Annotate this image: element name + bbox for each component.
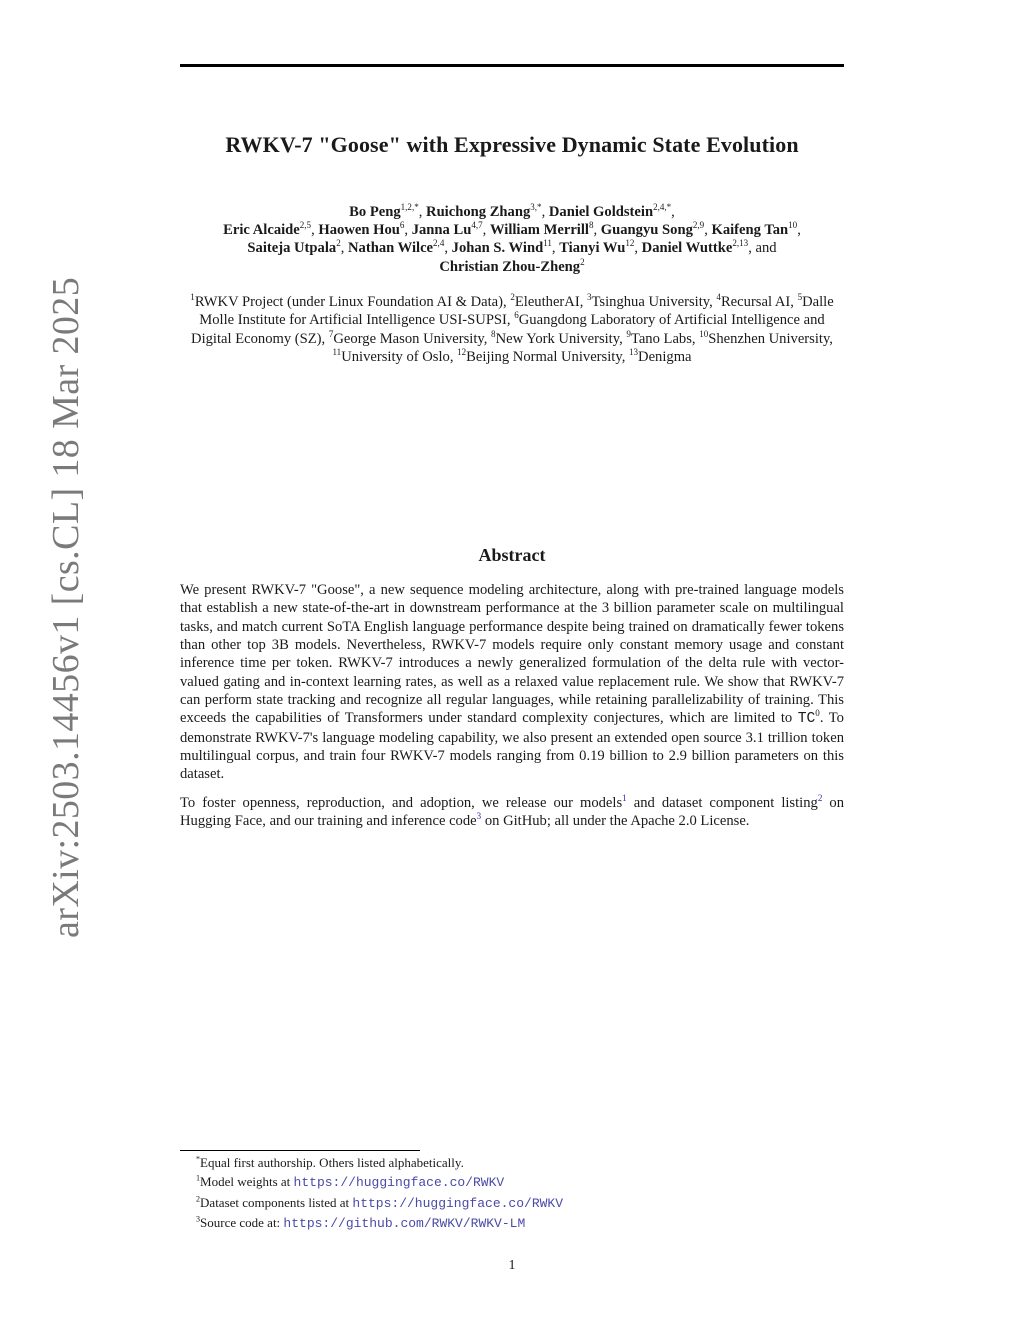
affiliation: $^7$George Mason University xyxy=(328,328,484,347)
footnote-ref[interactable]: 3 xyxy=(476,811,482,822)
affiliation: $^1$RWKV Project (under Linux Foundation AI & Data) xyxy=(190,292,504,310)
footnote: $^3$Source code at: https://github.com/RWKV/RWKV-LM xyxy=(196,1214,526,1231)
abstract-body xyxy=(180,581,844,830)
footnote: $^2$Dataset components listed at https://huggingface.co/RWKV xyxy=(196,1194,564,1211)
author-list: Bo Peng$^{1,2,*}$, Ruichong Zhang$^{3,*}$, Daniel Goldstein$^{2,4,*}$, Eric Alcaide$^{2,5}$, Haowen Hou$^6$, Janna Lu$^{4,7}$, William Merrill$^8$, Guangyu Song$^{2,9}$, Kaifeng Tan$^{10}$, Saiteja Utpala$^2$, Nathan Wilce$^{2,4}$, Johan S. Wind$^{11}$, Tianyi Wu$^{12}$, Daniel Wuttke$^{2,13}$, and Christian Zhou-Zheng$^2$ xyxy=(223,202,801,275)
paper-title: RWKV-7 "Goose" with Expressive Dynamic State Evolution xyxy=(225,132,799,157)
author: Eric Alcaide$^{2,5}$ xyxy=(223,220,312,239)
author: Janna Lu$^{4,7}$ xyxy=(411,220,483,239)
author: Guangyu Song$^{2,9}$ xyxy=(600,220,705,239)
author: Saiteja Utpala$^2$ xyxy=(247,238,341,257)
footnote: $^1$Model weights at https://huggingface.co/RWKV xyxy=(196,1173,505,1191)
page-number: 1 xyxy=(508,1258,516,1273)
author: Johan S. Wind$^{11}$ xyxy=(451,238,552,257)
affiliation: $^{13}$Denigma xyxy=(628,347,692,365)
author: Ruichong Zhang$^{3,*}$ xyxy=(426,202,542,220)
affiliation: $^5$Dalle Molle Institute for Artificial Intelligence USI-SUPSI xyxy=(199,292,834,329)
author: William Merrill$^8$ xyxy=(489,220,594,239)
authors-and: and xyxy=(755,240,777,257)
abstract-paragraph: We present RWKV-7 "Goose", a new sequence modeling architecture, along with pre-trained language models that establish a new state-of-the-art in downstream performance at the 3 billion parameter scale on multilingual tasks, and match current SoTA English language performance despite being trained on dramatically fewer tokens than other top 3B models. Nevertheless, RWKV-7 models require only constant memory usage and constant inference time per token. RWKV-7 introduces a newly generalized formulation of the delta rule with vector-valued gating and in-context learning rates, as well as a relaxed value replacement rule. We show that RWKV-7 can perform state tracking and recognize all regular languages, while retaining parallelizability of training. This exceeds the capabilities of Transformers under standard complexity conjectures, which are limited to $TC^0$. To demonstrate RWKV-7's language modeling capability, we also present an extended open source 3.1 trillion token multilingual corpus, and train four RWKV-7 models ranging from 0.19 billion to 2.9 billion parameters on this dataset. xyxy=(180,582,844,783)
author: Daniel Wuttke$^{2,13}$ xyxy=(641,238,749,257)
affiliation-list: $^1$RWKV Project (under Linux Foundation AI & Data), $^2$EleutherAI, $^3$Tsinghua University, $^4$Recursal AI, $^5$Dalle Molle Institute for Artificial Intelligence USI-SUPSI, $^6$Guangdong Laboratory of Artificial Intelligence and Digital Economy (SZ), $^7$George Mason University, $^8$New York University, $^9$Tano Labs, $^{10}$Shenzhen University, $^{11}$University of Oslo, $^{12}$Beijing Normal University, $^{13}$Denigma xyxy=(190,292,834,365)
affiliation: $^4$Recursal AI xyxy=(716,292,791,310)
top-rule xyxy=(180,64,844,67)
author: Tianyi Wu$^{12}$ xyxy=(559,238,635,257)
affiliation: $^{10}$Shenzhen University xyxy=(699,328,830,347)
affiliation: $^9$Tano Labs xyxy=(626,328,692,347)
complexity-class: TC xyxy=(797,711,816,728)
abstract-heading: Abstract xyxy=(478,545,546,565)
footnotes xyxy=(196,1153,846,1233)
arxiv-stamp: arXiv:2503.14456v1 [cs.CL] 18 Mar 2025 xyxy=(45,276,87,938)
footnote-ref[interactable]: 1 xyxy=(622,792,627,803)
footnote: *Equal first authorship. Others listed alphabetically. xyxy=(196,1154,464,1170)
affiliation: $^6$Guangdong Laboratory of Artificial Intelligence and Digital Economy (SZ) xyxy=(191,310,825,347)
footnote-ref[interactable]: 2 xyxy=(817,792,823,803)
author: Daniel Goldstein$^{2,4,*}$ xyxy=(548,202,672,220)
author: Kaifeng Tan$^{10}$ xyxy=(711,220,798,239)
affiliation: $^3$Tsinghua University xyxy=(586,292,710,310)
affiliation: $^8$New York University xyxy=(491,328,620,347)
affiliation: $^{12}$Beijing Normal University xyxy=(457,347,622,365)
author: Bo Peng$^{1,2,*}$ xyxy=(349,202,419,220)
abstract-paragraph: To foster openness, reproduction, and adoption, we release our models$^1$ and dataset component listing$^2$ on Hugging Face, and our training and inference code$^3$ on GitHub; all under the Apache 2.0 License. xyxy=(180,792,844,830)
affiliation: $^{11}$University of Oslo xyxy=(332,347,450,365)
model-weights-link[interactable]: https://huggingface.co/RWKV xyxy=(293,1175,505,1191)
dataset-link[interactable]: https://huggingface.co/RWKV xyxy=(352,1195,564,1211)
author: Christian Zhou-Zheng$^2$ xyxy=(439,256,585,275)
footnote-rule xyxy=(180,1150,420,1151)
author: Haowen Hou$^6$ xyxy=(318,220,405,239)
source-code-link[interactable]: https://github.com/RWKV/RWKV-LM xyxy=(283,1215,526,1231)
author: Nathan Wilce$^{2,4}$ xyxy=(348,238,445,257)
affiliation: $^2$EleutherAI xyxy=(510,292,580,310)
